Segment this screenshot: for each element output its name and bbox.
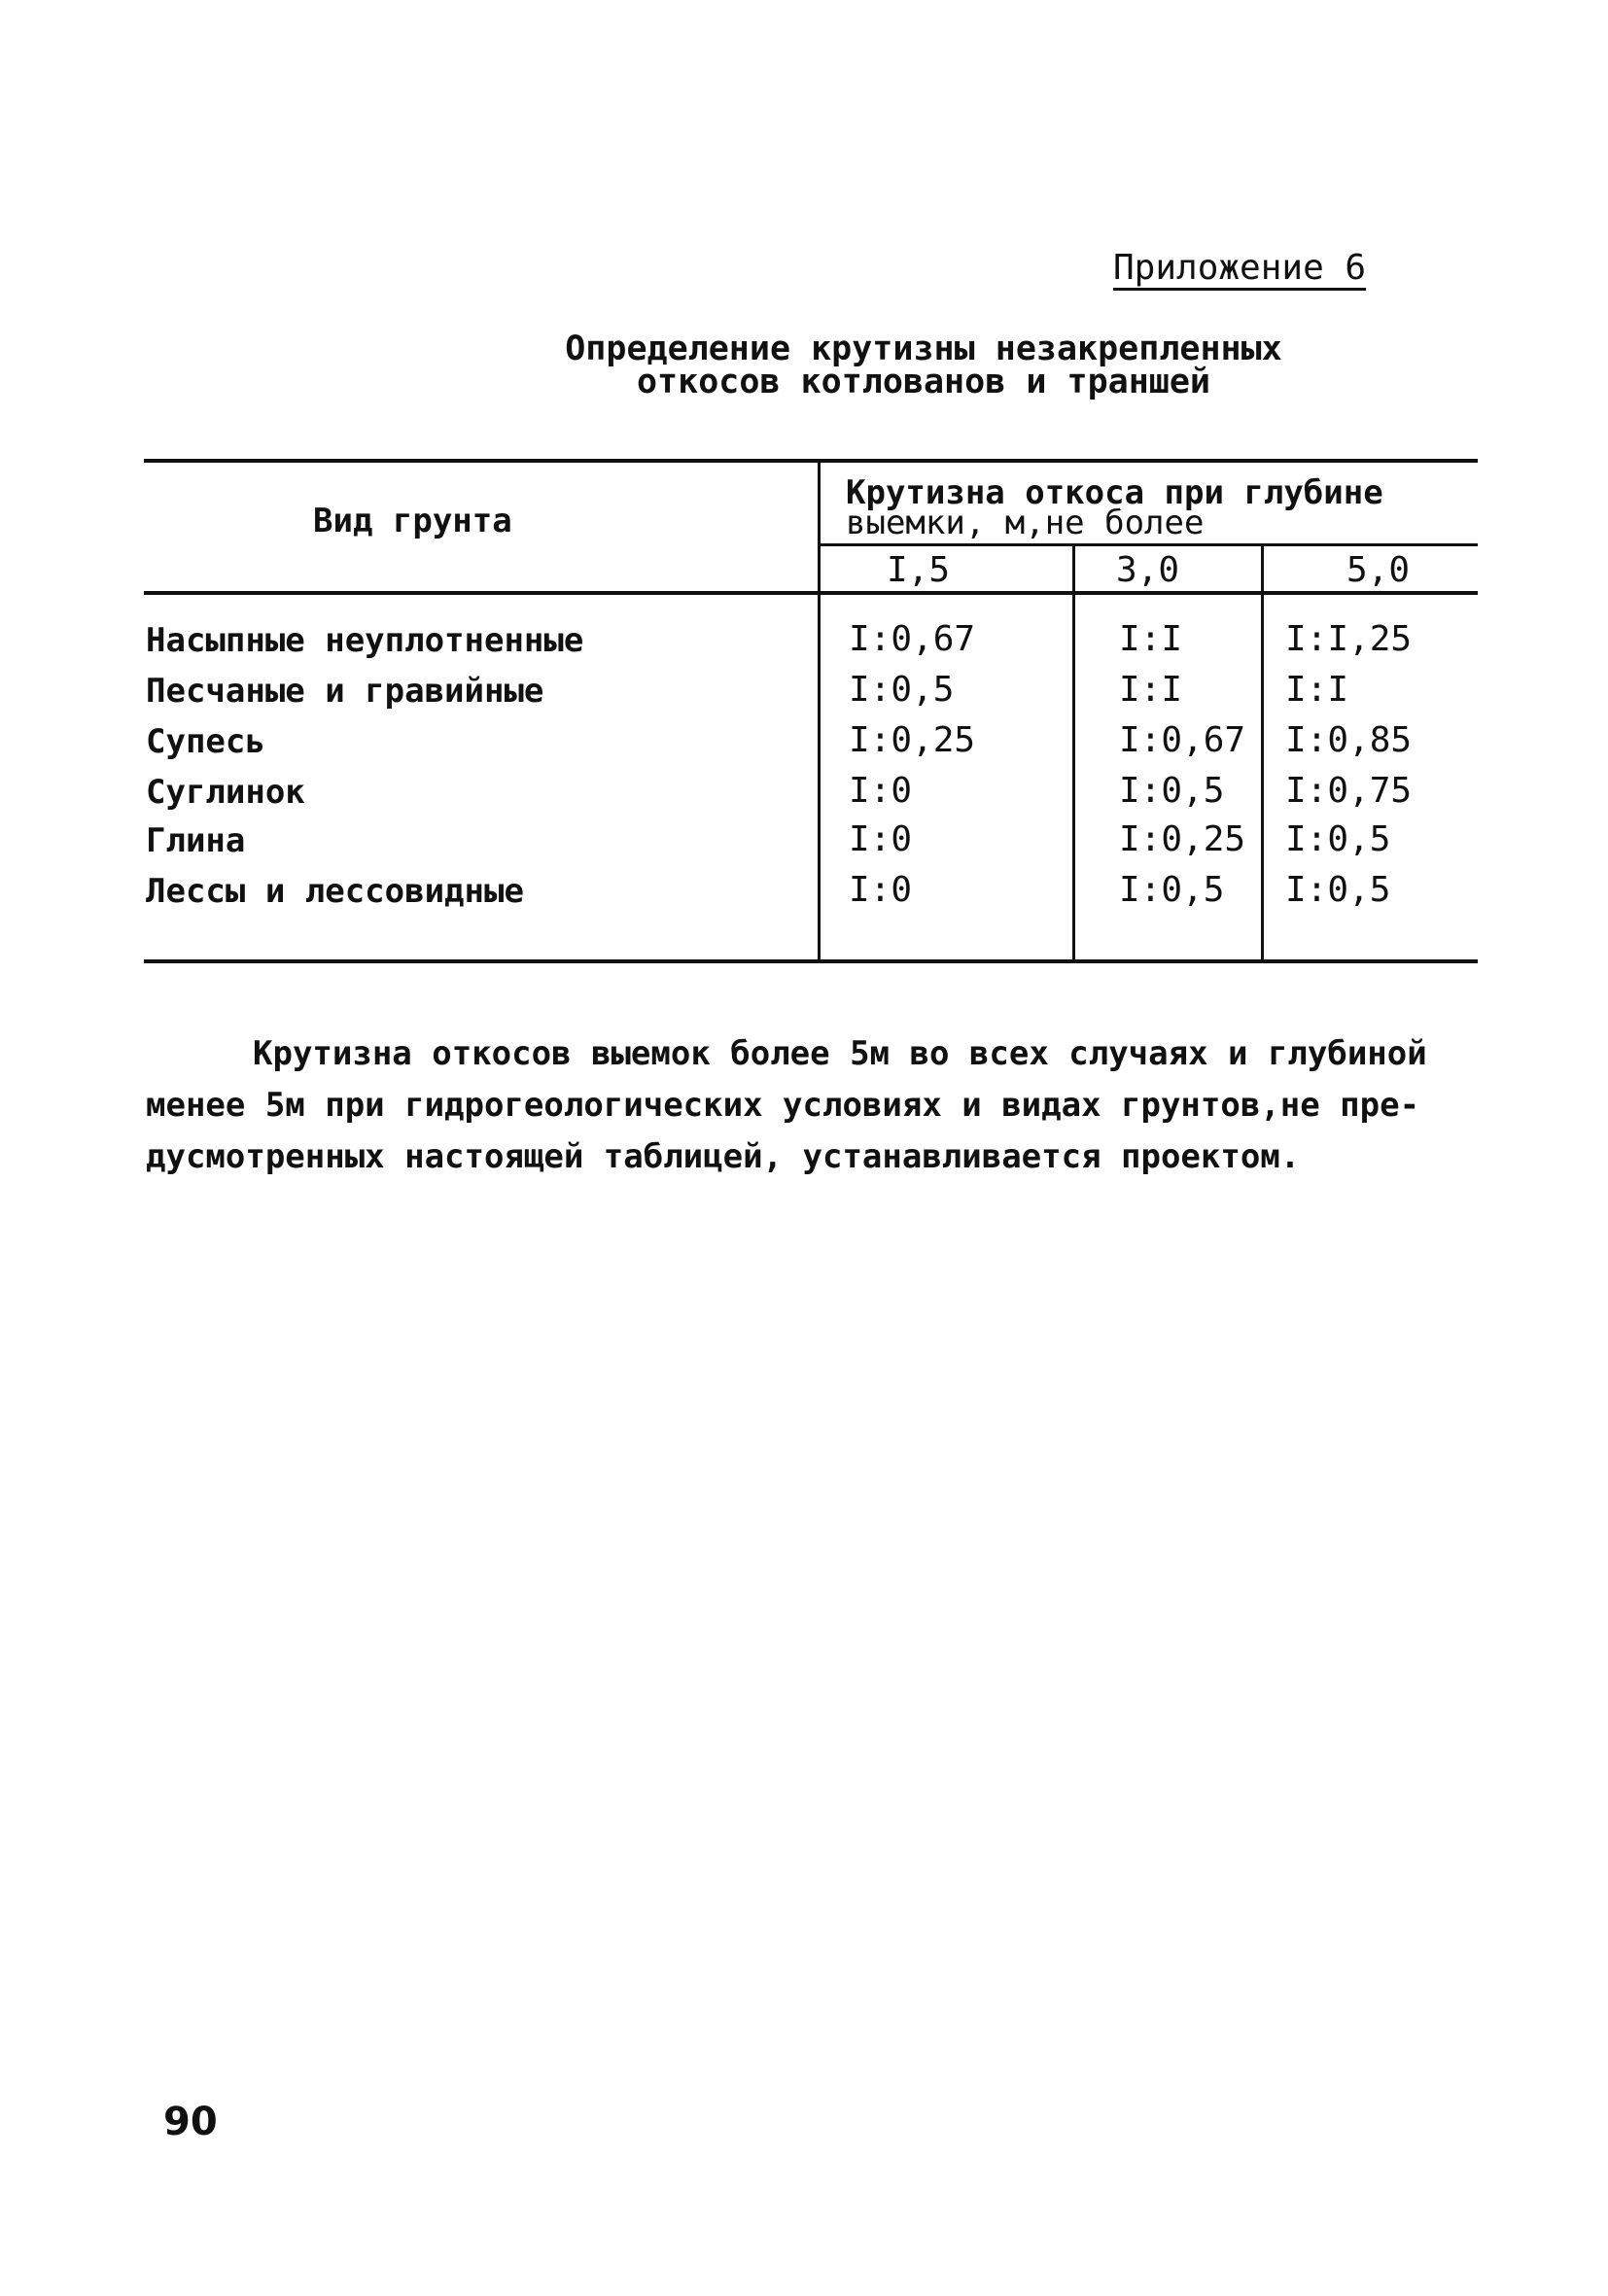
row-value-depth-1: I:0 [849, 870, 913, 910]
table-title-line-1: Определение крутизны незакрепленных [565, 330, 1282, 368]
header-slope-line-1: Крутизна откоса при глубине [846, 473, 1383, 512]
header-bottom-rule [144, 591, 1478, 595]
row-soil-name: Насыпные неуплотненные [146, 621, 584, 660]
table-top-rule [144, 459, 1478, 463]
row-value-depth-3: I:0,85 [1285, 720, 1413, 760]
table-title [389, 332, 1458, 399]
header-depth-2: 3,0 [1116, 550, 1180, 590]
header-soil-type: Вид грунта [313, 502, 512, 540]
row-value-depth-2: I:0,25 [1119, 819, 1246, 859]
row-value-depth-3: I:0,5 [1285, 870, 1391, 910]
header-slope-line-2 [846, 504, 1204, 542]
column-divider-depth-2 [1261, 544, 1264, 962]
note-line-2: менее 5м при гидрогеологических условиях и видах грунтов,не пре- [146, 1086, 1420, 1125]
appendix-label: Приложение 6 [1113, 248, 1367, 288]
header-slope-line-2-text: выемки, м,не более [846, 504, 1205, 542]
note-paragraph [146, 1028, 1478, 1183]
row-value-depth-2: I:0,5 [1119, 771, 1225, 811]
row-value-depth-1: I:0,67 [849, 619, 976, 659]
row-value-depth-1: I:0 [849, 771, 913, 811]
header-depth-1: I,5 [887, 550, 951, 590]
row-value-depth-3: I:I,25 [1285, 619, 1413, 659]
row-value-depth-1: I:0,5 [849, 670, 955, 710]
row-value-depth-3: I:0,5 [1285, 819, 1391, 859]
table-title-line-2: откосов котлованов и траншей [636, 363, 1210, 401]
row-value-depth-1: I:0,25 [849, 720, 976, 760]
row-value-depth-3: I:I [1285, 670, 1349, 710]
depth-header-rule [820, 543, 1478, 546]
row-soil-name: Глина [146, 821, 246, 860]
row-soil-name: Супесь [146, 722, 265, 761]
row-value-depth-2: I:0,67 [1119, 720, 1246, 760]
row-value-depth-3: I:0,75 [1285, 771, 1413, 811]
row-value-depth-2: I:I [1119, 670, 1183, 710]
row-soil-name: Песчаные и гравийные [146, 672, 544, 711]
page-number: 90 [163, 2100, 218, 2144]
header-depth-3: 5,0 [1346, 550, 1411, 590]
row-value-depth-2: I:I [1119, 619, 1183, 659]
table-bottom-rule [144, 959, 1478, 963]
note-line-1: Крутизна откосов выемок более 5м во всех случаях и глубиной [253, 1034, 1427, 1073]
note-line-3: дусмотренных настоящей таблицей, устанавливается проектом. [146, 1137, 1301, 1176]
column-divider-soil [818, 459, 821, 962]
row-soil-name: Лессы и лессовидные [146, 872, 524, 911]
column-divider-depth-1 [1072, 544, 1075, 962]
row-value-depth-2: I:0,5 [1119, 870, 1225, 910]
row-value-depth-1: I:0 [849, 819, 913, 859]
row-soil-name: Суглинок [146, 773, 305, 812]
